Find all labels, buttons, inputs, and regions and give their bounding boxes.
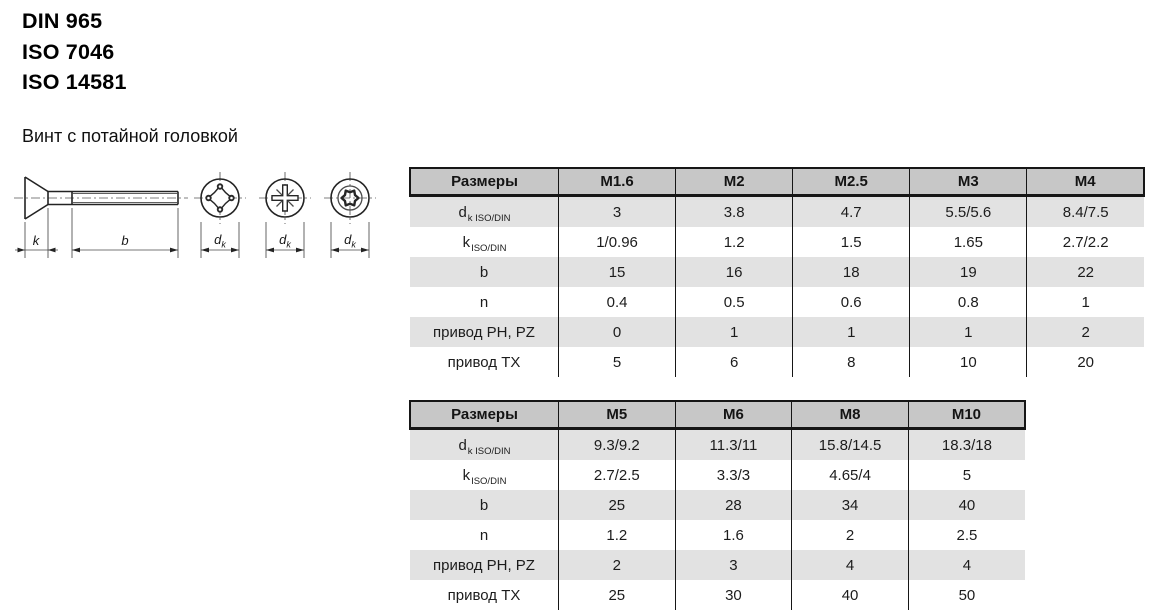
table-row [410, 227, 1144, 257]
value-cell: 2 [1027, 317, 1144, 347]
value-cell: 28 [675, 490, 792, 520]
row-label: $k_{ISO/DIN}$ [462, 466, 507, 487]
value-cell: 4 [908, 550, 1025, 580]
row-label: привод TX [447, 586, 521, 604]
value-cell: 40 [908, 490, 1025, 520]
standard-din: DIN 965 [22, 9, 103, 33]
value-cell: 4.7 [793, 196, 910, 228]
table-row [410, 550, 1025, 580]
table-head [410, 168, 1144, 196]
value-cell: 2.7/2.2 [1027, 227, 1144, 257]
tx-dk-dimension [331, 222, 369, 258]
table-row [410, 287, 1144, 317]
table-row [410, 460, 1025, 490]
value-cell: 1.65 [910, 227, 1027, 257]
pz-dk-dimension [266, 222, 304, 258]
standard-iso-2: ISO 14581 [22, 70, 127, 94]
sizes-table-small [409, 167, 1145, 377]
table-row [410, 196, 1144, 228]
phillips-recess-view [194, 172, 246, 258]
row-label: привод PH, PZ [433, 556, 535, 574]
corner-header: Размеры [410, 401, 559, 429]
size-column-header: M10 [908, 401, 1025, 429]
size-column-header: M2.5 [793, 168, 910, 196]
value-cell: 8 [793, 347, 910, 377]
value-cell: 5.5/5.6 [910, 196, 1027, 228]
value-cell: 18 [793, 257, 910, 287]
value-cell: 0.5 [676, 287, 793, 317]
value-cell: 5 [559, 347, 676, 377]
table-row [410, 347, 1144, 377]
value-cell: 30 [675, 580, 792, 610]
value-cell: 6 [676, 347, 793, 377]
b-arrow-right [170, 248, 178, 253]
value-cell: 2.7/2.5 [559, 460, 676, 490]
value-cell: 25 [559, 580, 676, 610]
tx-dk-label: $d_k$ [344, 232, 356, 250]
value-cell: 20 [1027, 347, 1144, 377]
k-dim-label: k [32, 233, 40, 248]
k-dimension [15, 208, 58, 258]
value-cell: 22 [1027, 257, 1144, 287]
ph-dk-dimension [201, 222, 239, 258]
value-cell: 5 [908, 460, 1025, 490]
value-cell: 8.4/7.5 [1027, 196, 1144, 228]
value-cell: 0.6 [793, 287, 910, 317]
pozidriv-recess-view [259, 172, 311, 258]
row-label: $d_{k ISO/DIN}$ [458, 436, 511, 457]
row-label: n [479, 526, 489, 544]
row-label: b [479, 263, 489, 281]
row-label-subscript: ISO/DIN [471, 242, 507, 254]
value-cell: 1/0.96 [559, 227, 676, 257]
value-cell: 1.2 [676, 227, 793, 257]
value-cell: 4 [792, 550, 909, 580]
value-cell: 4.65/4 [792, 460, 909, 490]
value-cell: 34 [792, 490, 909, 520]
value-cell: 3 [559, 196, 676, 228]
pz-recess-shape [272, 185, 298, 211]
size-column-header: M1.6 [559, 168, 676, 196]
size-column-header: M4 [1027, 168, 1144, 196]
value-cell: 1.5 [793, 227, 910, 257]
value-cell: 16 [676, 257, 793, 287]
value-cell: 2.5 [908, 520, 1025, 550]
b-dim-label: b [121, 233, 129, 248]
sizes-table-large [409, 400, 1026, 610]
value-cell: 15.8/14.5 [792, 429, 909, 461]
standards-block [22, 6, 127, 98]
corner-header: Размеры [410, 168, 559, 196]
k-arrow-right [48, 248, 56, 253]
value-cell: 0 [559, 317, 676, 347]
value-cell: 9.3/9.2 [559, 429, 676, 461]
table-row [410, 429, 1025, 461]
value-cell: 19 [910, 257, 1027, 287]
value-cell: 1 [793, 317, 910, 347]
row-label-subscript: k ISO/DIN [467, 212, 511, 224]
value-cell: 18.3/18 [908, 429, 1025, 461]
table-body [410, 196, 1144, 378]
value-cell: 3.8 [676, 196, 793, 228]
row-label-subscript: ISO/DIN [471, 475, 507, 487]
value-cell: 2 [792, 520, 909, 550]
row-label: $d_{k ISO/DIN}$ [458, 203, 511, 224]
row-label: привод PH, PZ [433, 323, 535, 341]
size-column-header: M8 [792, 401, 909, 429]
product-title: Винт с потайной головкой [22, 126, 238, 146]
value-cell: 2 [559, 550, 676, 580]
table-row [410, 580, 1025, 610]
pz-dk-label: $d_k$ [279, 232, 291, 250]
row-label: b [479, 496, 489, 514]
table-row [410, 257, 1144, 287]
value-cell: 1.6 [675, 520, 792, 550]
size-column-header: M6 [675, 401, 792, 429]
b-dimension [72, 208, 178, 258]
value-cell: 3 [675, 550, 792, 580]
header-row [410, 168, 1144, 196]
technical-drawing [10, 166, 392, 274]
size-column-header: M3 [910, 168, 1027, 196]
row-label-subscript: k ISO/DIN [467, 445, 511, 457]
row-label: $k_{ISO/DIN}$ [462, 233, 507, 254]
table-row [410, 520, 1025, 550]
size-column-header: M2 [676, 168, 793, 196]
value-cell: 3.3/3 [675, 460, 792, 490]
value-cell: 25 [559, 490, 676, 520]
table-row [410, 317, 1144, 347]
b-arrow-left [72, 248, 80, 253]
value-cell: 0.4 [559, 287, 676, 317]
value-cell: 1 [1027, 287, 1144, 317]
header-row [410, 401, 1025, 429]
value-cell: 10 [910, 347, 1027, 377]
k-arrow-left [18, 248, 26, 253]
row-label: n [479, 293, 489, 311]
standard-iso-1: ISO 7046 [22, 39, 115, 64]
torx-recess-view [324, 172, 376, 258]
row-label: привод TX [447, 353, 521, 371]
value-cell: 40 [792, 580, 909, 610]
value-cell: 50 [908, 580, 1025, 610]
size-column-header: M5 [559, 401, 676, 429]
table-head [410, 401, 1025, 429]
value-cell: 1.2 [559, 520, 676, 550]
value-cell: 11.3/11 [675, 429, 792, 461]
table-row [410, 490, 1025, 520]
screw-side-view [14, 177, 188, 219]
table-body [410, 429, 1025, 611]
ph-dk-label: $d_k$ [214, 232, 226, 250]
value-cell: 1 [676, 317, 793, 347]
value-cell: 15 [559, 257, 676, 287]
value-cell: 1 [910, 317, 1027, 347]
value-cell: 0.8 [910, 287, 1027, 317]
